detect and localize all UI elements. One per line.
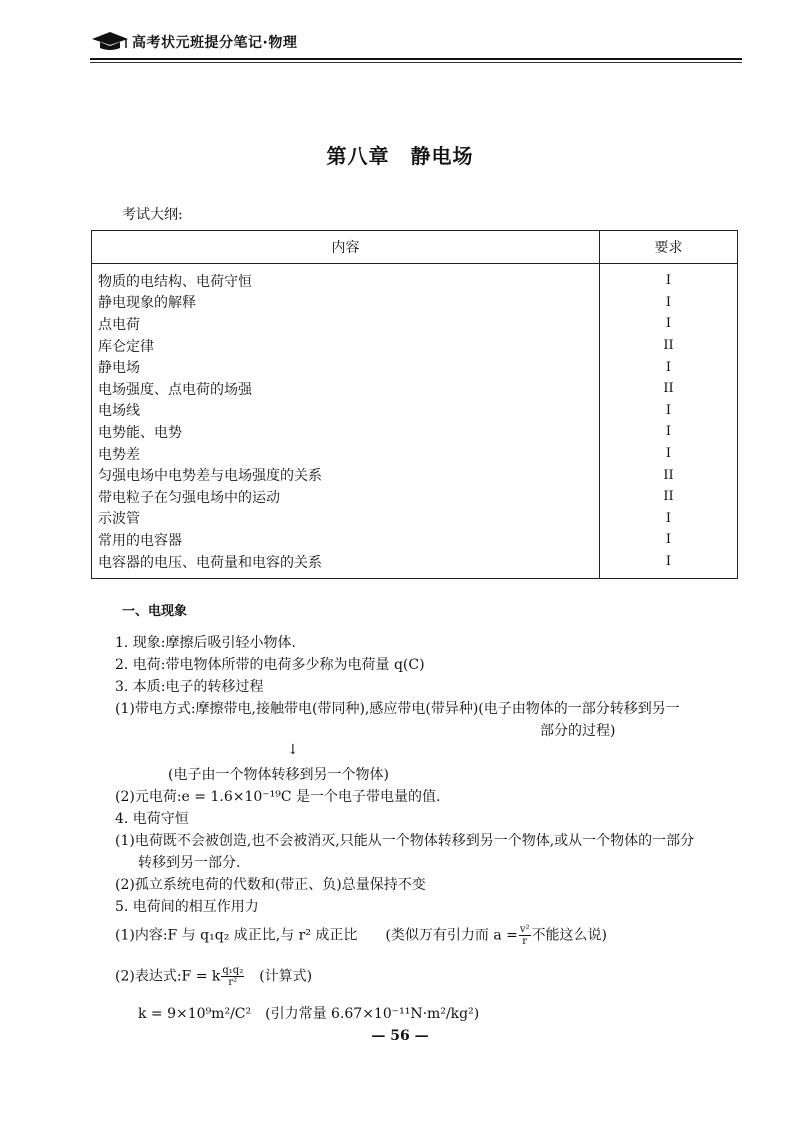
- row-requirement: II: [600, 464, 738, 486]
- table-header-row: [92, 231, 738, 264]
- row-requirement: I: [600, 508, 738, 530]
- paragraph: 2. 电荷:带电物体所带的电荷多少称为电荷量 q(C): [115, 657, 425, 673]
- fraction: [221, 965, 244, 988]
- table-row: [92, 264, 738, 292]
- numerator: q₁q₂: [222, 965, 244, 976]
- row-requirement: II: [600, 335, 738, 357]
- formula-line: k = 9×10⁹m²/C² (引力常量 6.67×10⁻¹¹N·m²/kg²): [138, 1006, 480, 1022]
- paragraph: (2)元电荷:e = 1.6×10⁻¹⁹C 是一个电子带电量的值.: [115, 789, 441, 805]
- row-content: 电场线: [92, 400, 600, 422]
- graduation-cap-icon: [90, 30, 130, 52]
- formula-text: (计算式): [245, 968, 313, 985]
- row-content: 点电荷: [92, 313, 600, 335]
- row-requirement: I: [600, 264, 738, 292]
- row-requirement: II: [600, 486, 738, 508]
- header-rule: [90, 58, 742, 60]
- denominator: r²: [228, 977, 238, 988]
- paragraph: 3. 本质:电子的转移过程: [115, 679, 264, 695]
- row-requirement: I: [600, 421, 738, 443]
- paragraph: 1. 现象:摩擦后吸引轻小物体.: [115, 635, 296, 651]
- row-content: 常用的电容器: [92, 529, 600, 551]
- down-arrow: ↓: [287, 742, 299, 758]
- section-heading: 一、电现象: [122, 604, 188, 619]
- row-requirement: I: [600, 400, 738, 422]
- row-content: 带电粒子在匀强电场中的运动: [92, 486, 600, 508]
- row-content: 电势能、电势: [92, 421, 600, 443]
- row-requirement: II: [600, 378, 738, 400]
- table-row: [92, 464, 738, 486]
- row-content: 示波管: [92, 508, 600, 530]
- table-row: [92, 421, 738, 443]
- outline-label: 考试大纲:: [122, 207, 183, 223]
- table-row: [92, 508, 738, 530]
- row-content: 静电场: [92, 356, 600, 378]
- row-requirement: I: [600, 529, 738, 551]
- formula-line: [115, 924, 607, 947]
- row-content: 电势差: [92, 443, 600, 465]
- denominator: r: [522, 936, 528, 947]
- row-content: 电容器的电压、电荷量和电容的关系: [92, 551, 600, 579]
- table-row: [92, 292, 738, 314]
- numerator: v²: [519, 924, 530, 935]
- paragraph: (1)带电方式:摩擦带电,接触带电(带同种),感应带电(带异种)(电子由物体的一部分转移到另一: [115, 701, 680, 717]
- row-requirement: I: [600, 551, 738, 579]
- book-title: 高考状元班提分笔记·物理: [132, 35, 298, 51]
- row-content: 物质的电结构、电荷守恒: [92, 264, 600, 292]
- table-row: [92, 529, 738, 551]
- row-requirement: I: [600, 443, 738, 465]
- formula-text: (1)内容:F 与 q₁q₂ 成正比,与 r² 成正比 (类似万有引力而 a =: [115, 927, 518, 944]
- paragraph-continuation: 转移到另一部分.: [138, 855, 241, 871]
- row-requirement: I: [600, 356, 738, 378]
- formula-line: [115, 965, 312, 988]
- table-row: [92, 313, 738, 335]
- paragraph: (1)电荷既不会被创造,也不会被消灭,只能从一个物体转移到另一个物体,或从一个物体的一部分: [115, 833, 695, 849]
- paragraph: 5. 电荷间的相互作用力: [115, 899, 259, 915]
- page-number: — 56 —: [371, 1028, 429, 1044]
- paragraph: (电子由一个物体转移到另一个物体): [168, 767, 389, 783]
- table-row: [92, 443, 738, 465]
- header-rule-thin: [90, 62, 742, 63]
- syllabus-table: [91, 230, 738, 579]
- table-row: [92, 378, 738, 400]
- row-requirement: I: [600, 292, 738, 314]
- table-row: [92, 400, 738, 422]
- fraction: [519, 924, 531, 947]
- chapter-title: 第八章 静电场: [326, 144, 474, 168]
- table-row: [92, 356, 738, 378]
- table-row: [92, 486, 738, 508]
- table-row: [92, 551, 738, 579]
- row-content: 库仑定律: [92, 335, 600, 357]
- row-requirement: I: [600, 313, 738, 335]
- paragraph-continuation: 部分的过程): [540, 723, 616, 739]
- formula-text: (2)表达式:F = k: [115, 968, 221, 985]
- column-header-content: 内容: [92, 231, 600, 264]
- formula-text: 不能这么说): [531, 927, 607, 944]
- paragraph: (2)孤立系统电荷的代数和(带正、负)总量保持不变: [115, 877, 426, 893]
- column-header-requirement: 要求: [600, 231, 738, 264]
- table-row: [92, 335, 738, 357]
- row-content: 电场强度、点电荷的场强: [92, 378, 600, 400]
- row-content: 静电现象的解释: [92, 292, 600, 314]
- row-content: 匀强电场中电势差与电场强度的关系: [92, 464, 600, 486]
- paragraph: 4. 电荷守恒: [115, 811, 189, 827]
